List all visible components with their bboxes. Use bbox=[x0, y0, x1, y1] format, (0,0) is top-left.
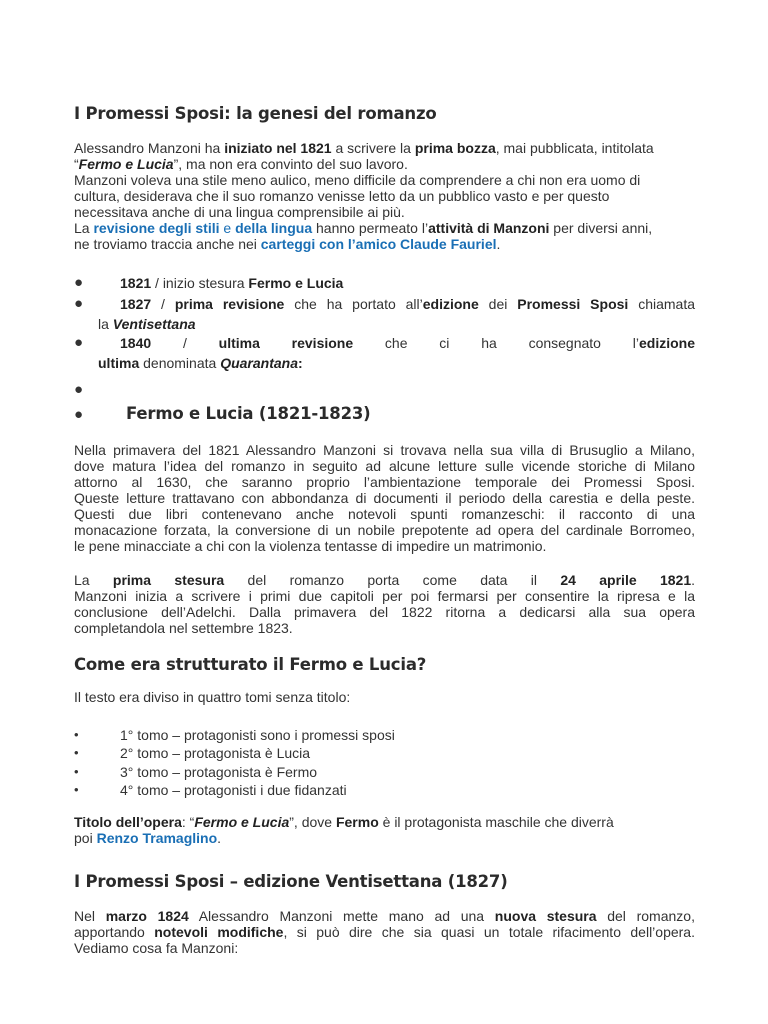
link-della-lingua[interactable]: della lingua bbox=[235, 220, 313, 236]
link-carteggi-fauriel[interactable]: carteggi con l’amico Claude Fauriel bbox=[260, 236, 497, 252]
bullet-icon: ● bbox=[74, 274, 84, 291]
intro-line: La revisione degli stili e della lingua hanno permeato l’attività di Manzoni per diversi anni, bbox=[74, 220, 653, 236]
bullet-icon: ● bbox=[74, 334, 84, 351]
paragraph-fermo: Nella primavera del 1821 Alessandro Manzoni si trovava nella sua villa di Brusuglio a Milano, dove matura l’idea del romanzo in seguito ad alcune letture sulle vicende storiche di Milano attorno al 1630, che saranno proprio l’ambientazione temporale dei Promessi Sposi. Queste letture trattavano con abbondanza di documenti il periodo della carestia e della peste. Questi due libri contenevano anche notevoli spunti romanzeschi: il racconto di una monacazione forzata, la conversione di un nobile prepotente ad opera del cardinale Borromeo, le pene minacciate a chi con la violenza tentasse di impedire un matrimonio. bbox=[74, 442, 695, 554]
bullet-icon: • bbox=[74, 745, 79, 760]
intro-line: necessitava anche di una lingua comprensibile ai più. bbox=[74, 204, 405, 220]
intro-line: cultura, desiderava che il suo romanzo venisse letto da un pubblico vasto e per questo bbox=[74, 188, 610, 204]
bullet-icon: • bbox=[74, 764, 79, 779]
section-heading-struttura: Come era strutturato il Fermo e Lucia? bbox=[74, 655, 427, 674]
paragraph-titolo: Titolo dell’opera: “Fermo e Lucia”, dove Fermo è il protagonista maschile che diverrà poi Renzo Tramaglino. bbox=[74, 814, 614, 846]
document-page: I Promessi Sposi: la genesi del romanzo Alessandro Manzoni ha iniziato nel 1821 a scrivere la prima bozza, mai pubblicata, intitolata “Fermo e Lucia”, ma non era convinto del suo lavoro. Manzoni voleva una stile meno aulico, meno difficile da comprendere a chi non era uomo di cultura, desiderava che il suo romanzo venisse letto da un pubblico vasto e per questo necessitava anche di una lingua comprensibile ai più. La revisione degli stili e della lingua hanno permeato l’attività di Manzoni per diversi anni, ne troviamo traccia anche nei carteggi con l’amico Claude Fauriel. ● 1821 / inizio stesura Fermo e Lucia ● 1827 / prima revisione che ha portato all’edizione dei Promessi Sposi chiamata la Ventisettana ● 1840 / ultima revisione che ci ha consegnato l’edizione ultima denominata Quarantana: ● ● Fermo e Lucia (1821-1823) Nella primavera del 1821 Alessandro Manzoni si trovava nella sua villa di Brusuglio a Milano, dove matura l’idea del romanzo in seguito ad alcune letture sulle vicende storiche di Milano attorno al 1630, che saranno proprio l’ambientazione temporale dei Promessi Sposi. Queste letture trattavano con abbondanza di documenti il periodo della carestia e della peste. Questi due libri contenevano anche notevoli spunti romanzeschi: il racconto di una monacazione forzata, la conversione di un nobile prepotente ad opera del cardinale Borromeo, le pene minacciate a chi con la violenza tentasse di impedire un matrimonio. La prima stesura del romanzo porta come data il 24 aprile 1821. Manzoni inizia a scrivere i primi due capitoli per poi fermarsi per consentire la ripresa e la conclusione dell’Adelchi. Dalla primavera del 1822 ritorna a dedicarsi alla sua opera completandola nel settembre 1823. Come era strutturato il Fermo e Lucia? Il testo era diviso in quattro tomi senza titolo: • 1° tomo – protagonisti sono i promessi sposi • 2° tomo – protagonista è Lucia • 3° tomo – protagonista è Fermo • 4° tomo – protagonisti i due fidanzati Titolo dell’opera: “Fermo e Lucia”, dove Fermo è il protagonista maschile che diverrà poi Renzo Tramaglino. I Promessi Sposi – edizione Ventisettana (1827) Nel marzo 1824 Alessandro Manzoni mette mano ad una nuova stesura del romanzo, apportando notevoli modifiche, si può dire che sia quasi un totale rifacimento dell’opera. Vediamo cosa fa Manzoni: bbox=[74, 104, 695, 956]
paragraph-ventisettana: Nel marzo 1824 Alessandro Manzoni mette mano ad una nuova stesura del romanzo, apportando notevoli modifiche, si può dire che sia quasi un totale rifacimento dell’opera. Vediamo cosa fa Manzoni: bbox=[74, 908, 695, 956]
bullet-icon: ● bbox=[74, 406, 84, 423]
heading-struttura-section bbox=[74, 655, 695, 675]
link-revisione-stili[interactable]: revisione degli stili bbox=[93, 220, 220, 236]
bullet-icon: ● bbox=[74, 381, 84, 398]
bullet-icon: • bbox=[74, 727, 79, 742]
intro-line: “Fermo e Lucia”, ma non era convinto del suo lavoro. bbox=[74, 156, 408, 172]
intro-line: ne troviamo traccia anche nei carteggi con l’amico Claude Fauriel. bbox=[74, 236, 501, 252]
intro-line: Manzoni voleva una stile meno aulico, meno difficile da comprendere a chi non era uomo di bbox=[74, 172, 641, 188]
paragraph-stesura: La prima stesura del romanzo porta come data il 24 aprile 1821. Manzoni inizia a scrivere i primi due capitoli per poi fermarsi per consentire la ripresa e la conclusione dell’Adelchi. Dalla primavera del 1822 ritorna a dedicarsi alla sua opera completandola nel settembre 1823. bbox=[74, 572, 695, 636]
bullet-icon: ● bbox=[74, 295, 84, 312]
link-renzo-tramaglino[interactable]: Renzo Tramaglino bbox=[96, 830, 218, 846]
section-heading-ventisettana: I Promessi Sposi – edizione Ventisettana (1827) bbox=[74, 872, 508, 891]
page-title: I Promessi Sposi: la genesi del romanzo bbox=[74, 104, 437, 123]
section-heading-fermo: Fermo e Lucia (1821-1823) bbox=[126, 404, 371, 423]
intro-paragraph bbox=[74, 140, 695, 252]
paragraph-testo: Il testo era diviso in quattro tomi senza titolo: bbox=[74, 689, 351, 705]
intro-line: Alessandro Manzoni ha iniziato nel 1821 a scrivere la prima bozza, mai pubblicata, intitolata bbox=[74, 140, 654, 156]
bullet-icon: • bbox=[74, 782, 79, 797]
title-section bbox=[74, 104, 695, 124]
heading-ventisettana-section bbox=[74, 872, 695, 892]
